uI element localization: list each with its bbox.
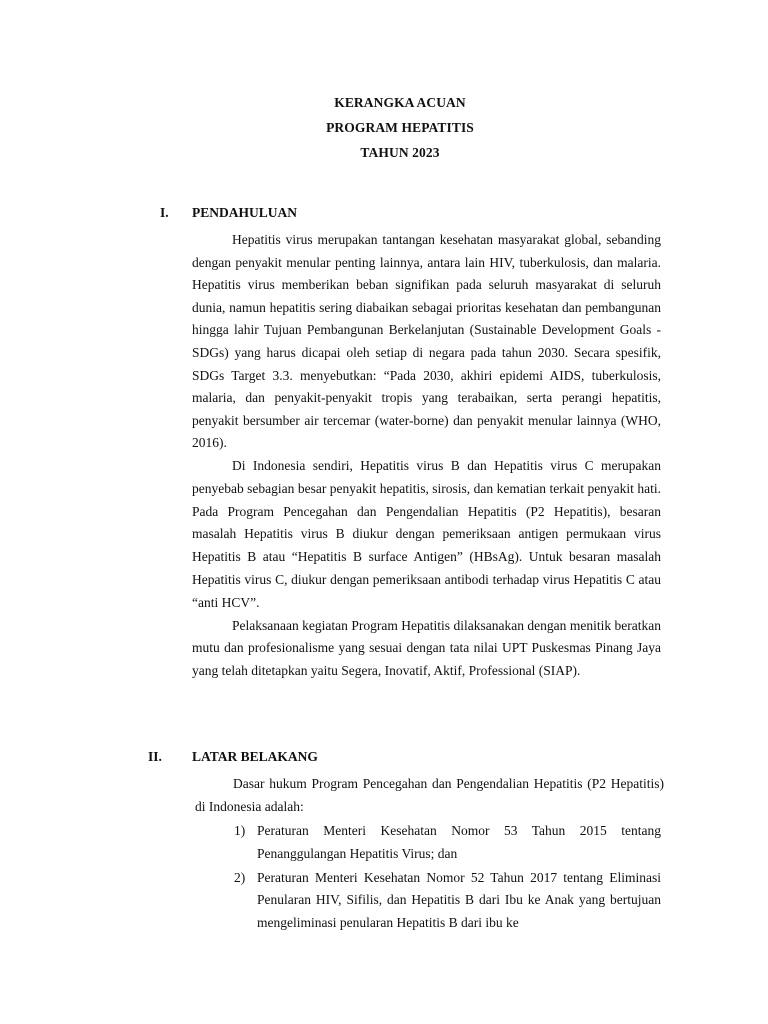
- list-item-number: 1): [234, 823, 246, 839]
- section-pendahuluan: [148, 205, 661, 682]
- section-title: PENDAHULUAN: [192, 205, 298, 220]
- list-item: [234, 867, 661, 934]
- title-line-2: PROGRAM HEPATITIS: [326, 120, 474, 135]
- title-line-3: TAHUN 2023: [360, 145, 440, 160]
- document-title-block: [0, 90, 768, 165]
- section-number: II.: [148, 749, 162, 764]
- paragraph: Hepatitis virus merupakan tantangan kesehatan masyarakat global, sebanding dengan penyakit menular penting lainnya, antara lain HIV, tuberkulosis, dan malaria. Hepatitis virus memberikan beban signifikan pada seluruh masyarakat di seluruh dunia, namun hepatitis sering diabaikan sebagai prioritas kesehatan dan pembangunan hingga lahir Tujuan Pembangunan Berkelanjutan (Sustainable Development Goals - SDGs) yang harus dicapai oleh setiap di negara pada tahun 2030. Secara spesifik, SDGs Target 3.3. menyebutkan: “Pada 2030, akhiri epidemi AIDS, tuberkulosis, malaria, dan penyakit-penyakit tropis yang terabaikan, serta perangi hepatitis, penyakit bersumber air tercemar (water-borne) dan penyakit menular lainnya (WHO, 2016).: [192, 232, 661, 451]
- paragraph: Pelaksanaan kegiatan Program Hepatitis dilaksanakan dengan menitik beratkan mutu dan profesionalisme yang sesuai dengan tata nilai UPT Puskesmas Pinang Jaya yang telah ditetapkan yaitu Segera, Inovatif, Aktif, Professional (SIAP).: [192, 617, 661, 678]
- section-latar-belakang: [148, 749, 664, 936]
- section-number: I.: [160, 205, 169, 220]
- list-item-text: Peraturan Menteri Kesehatan Nomor 53 Tahun 2015 tentang Penanggulangan Hepatitis Virus; dan: [257, 823, 661, 861]
- title-line-1: KERANGKA ACUAN: [334, 95, 466, 110]
- section-heading: [148, 205, 661, 229]
- section-title: LATAR BELAKANG: [192, 749, 318, 764]
- section-heading: [148, 749, 661, 773]
- paragraph: Di Indonesia sendiri, Hepatitis virus B dan Hepatitis virus C merupakan penyebab sebagian besar penyakit hepatitis, sirosis, dan kematian terkait penyakit hati. Pada Program Pencegahan dan Pengendalian Hepatitis (P2 Hepatitis), besaran masalah Hepatitis virus B diukur dengan pemeriksaan antigen permukaan virus Hepatitis B atau “Hepatitis B surface Antigen” (HBsAg). Untuk besaran masalah Hepatitis virus C, diukur dengan pemeriksaan antibodi terhadap virus Hepatitis C atau “anti HCV”.: [192, 457, 661, 610]
- list-item-number: 2): [234, 870, 246, 885]
- legal-basis-list: [234, 820, 661, 934]
- paragraph: Dasar hukum Program Pencegahan dan Pengendalian Hepatitis (P2 Hepatitis) di Indonesia adalah:: [195, 776, 664, 814]
- list-item: [234, 820, 661, 865]
- list-item-text: Peraturan Menteri Kesehatan Nomor 52 Tahun 2017 tentang Eliminasi Penularan HIV, Sifilis, dan Hepatitis B dari Ibu ke Anak yang bertujuan mengeliminasi penularan Hepatitis B dari ibu ke: [257, 870, 661, 930]
